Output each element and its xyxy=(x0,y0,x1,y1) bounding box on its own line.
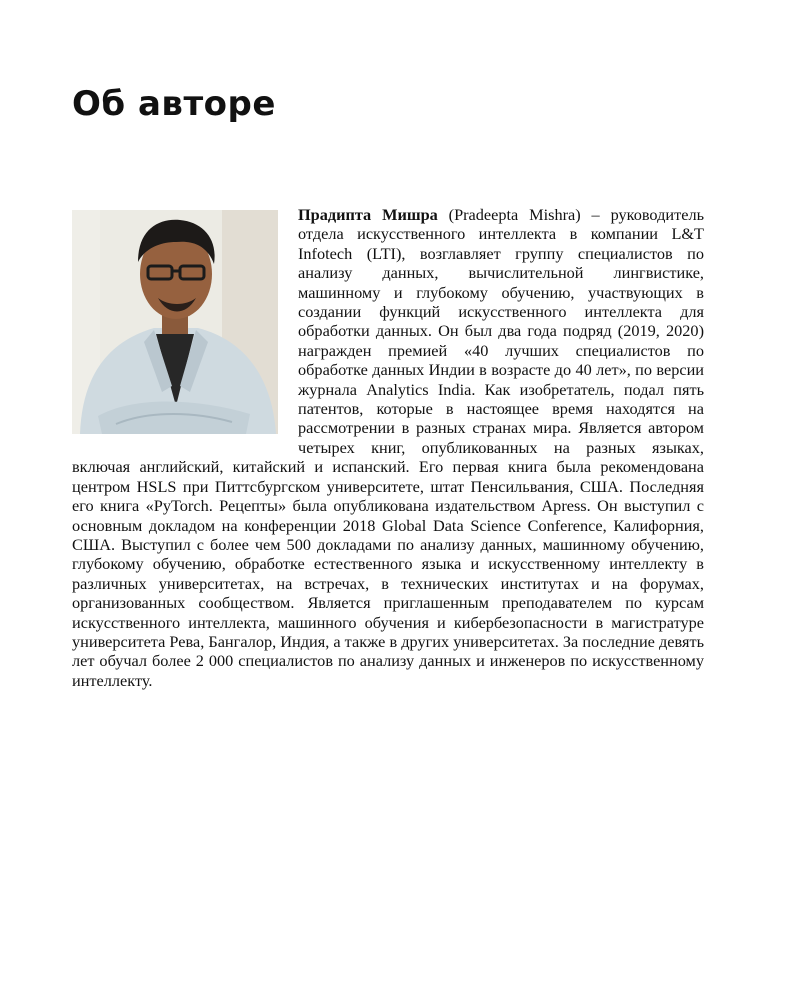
author-bio-text: (Pradeepta Mishra) – руководитель отдела искусственного интеллекта в компании L&T Infotech (LTI), возглавляет группу специалистов по анализу данных, вычислительной лингвистике, машинному и глубокому обучению, участвующих в создании функций искусственного интеллекта для обработки данных. Он был два года подряд (2019, 2020) награжден премией «40 лучших специалистов по обработке данных Индии в возрасте до 40 лет», по версии журнала Analytics India. Как изобретатель, подал пять патентов, которые в настоящее время находятся на рассмотрении в разных странах мира. Является автором четырех книг, опубликованных на разных языках, включая английский, китайский и испанский. Его первая книга была рекомендована центром HSLS при Питтсбургском университете, штат Пенсильвания, США. Последняя его книга «PyTorch. Рецепты» была опубликована издательством Apress. Он выступил с основным докладом на конференции 2018 Global Data Science Conference, Калифорния, США. Выступил с более чем 500 докладами по анализу данных, машинному обучению, глубокому обучению, обработке естественного языка и искусственному интеллекту в различных университетах, на встречах, в технических институтах и на форумах, организованных сообществом. Является приглашенным преподавателем по курсам искусственного интеллекта, машинного обучения и кибербезопасности в магистратуре университета Рева, Бангалор, Индия, а также в других университетах. За последние девять лет обучал более 2 000 специалистов по анализу данных и инженеров по искусственному интеллекту. xyxy=(72,205,704,690)
author-name: Прадипта Мишра xyxy=(298,205,438,224)
page-title: Об авторе xyxy=(72,84,276,124)
author-bio xyxy=(72,205,704,690)
author-photo xyxy=(72,210,278,434)
